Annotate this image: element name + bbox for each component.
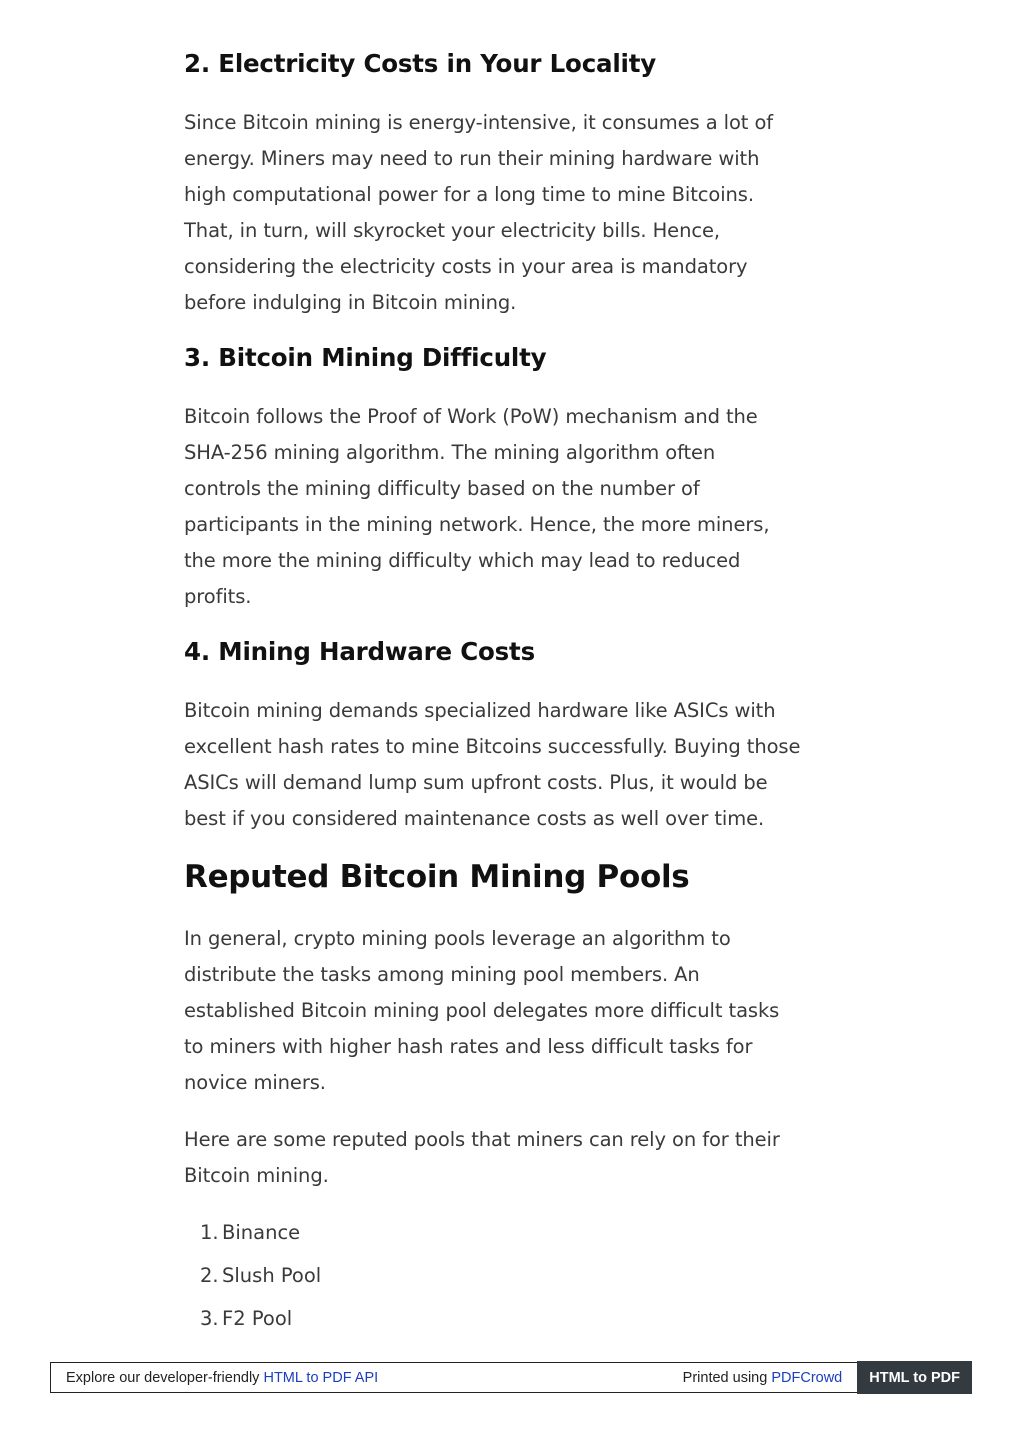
heading-electricity-costs: 2. Electricity Costs in Your Locality [184, 49, 657, 78]
pdfcrowd-footer-banner [50, 1362, 972, 1393]
list-number: 1. [200, 1221, 219, 1244]
text-line: energy. Miners may need to run their mining hardware with [184, 147, 760, 170]
html-to-pdf-button[interactable]: HTML to PDF [857, 1361, 972, 1394]
text-line: Here are some reputed pools that miners can rely on for their [184, 1128, 780, 1151]
list-item [184, 1297, 844, 1340]
list-item [184, 1211, 844, 1254]
list-number: 3. [200, 1307, 219, 1330]
text-line: high computational power for a long time to mine Bitcoins. [184, 183, 754, 206]
text-line: Bitcoin mining. [184, 1164, 329, 1187]
paragraph-electricity-costs [184, 105, 844, 321]
text-line: In general, crypto mining pools leverage an algorithm to [184, 927, 731, 950]
text-line: excellent hash rates to mine Bitcoins successfully. Buying those [184, 735, 801, 758]
paragraph-pools-intro [184, 921, 844, 1101]
heading-hardware-costs: 4. Mining Hardware Costs [184, 637, 535, 666]
paragraph-pools-lead [184, 1122, 844, 1194]
text-line: profits. [184, 585, 252, 608]
paragraph-hardware-costs [184, 693, 844, 837]
heading-mining-difficulty: 3. Bitcoin Mining Difficulty [184, 343, 547, 372]
text-line: SHA-256 mining algorithm. The mining algorithm often [184, 441, 716, 464]
text-line: ASICs will demand lump sum upfront costs. Plus, it would be [184, 771, 768, 794]
pool-name: Slush Pool [222, 1264, 322, 1287]
text-line: Bitcoin follows the Proof of Work (PoW) mechanism and the [184, 405, 758, 428]
footer-printed [683, 1370, 858, 1386]
pool-name: Binance [222, 1221, 301, 1244]
text-line: before indulging in Bitcoin mining. [184, 291, 517, 314]
text-line: best if you considered maintenance costs as well over time. [184, 807, 765, 830]
text-line: participants in the mining network. Hence, the more miners, [184, 513, 770, 536]
text-line: considering the electricity costs in your area is mandatory [184, 255, 748, 278]
text-line: to miners with higher hash rates and less difficult tasks for [184, 1035, 753, 1058]
heading-reputed-pools: Reputed Bitcoin Mining Pools [184, 859, 690, 895]
paragraph-mining-difficulty [184, 399, 844, 615]
footer-explore-text: Explore our developer-friendly [66, 1369, 264, 1386]
text-line: distribute the tasks among mining pool members. An [184, 963, 700, 986]
text-line: Bitcoin mining demands specialized hardware like ASICs with [184, 699, 776, 722]
footer-printed-text: Printed using [682, 1369, 772, 1386]
pool-name: F2 Pool [222, 1307, 293, 1330]
text-line: established Bitcoin mining pool delegates more difficult tasks [184, 999, 780, 1022]
text-line: That, in turn, will skyrocket your electricity bills. Hence, [184, 219, 720, 242]
pool-list [184, 1211, 844, 1340]
text-line: novice miners. [184, 1071, 326, 1094]
text-line: controls the mining difficulty based on the number of [184, 477, 700, 500]
footer-explore [51, 1370, 683, 1386]
pdfcrowd-link[interactable]: PDFCrowd [771, 1369, 843, 1386]
text-line: Since Bitcoin mining is energy-intensive, it consumes a lot of [184, 111, 774, 134]
text-line: the more the mining difficulty which may lead to reduced [184, 549, 741, 572]
html-to-pdf-api-link[interactable]: HTML to PDF API [263, 1369, 379, 1386]
list-number: 2. [200, 1264, 219, 1287]
list-item [184, 1254, 844, 1297]
